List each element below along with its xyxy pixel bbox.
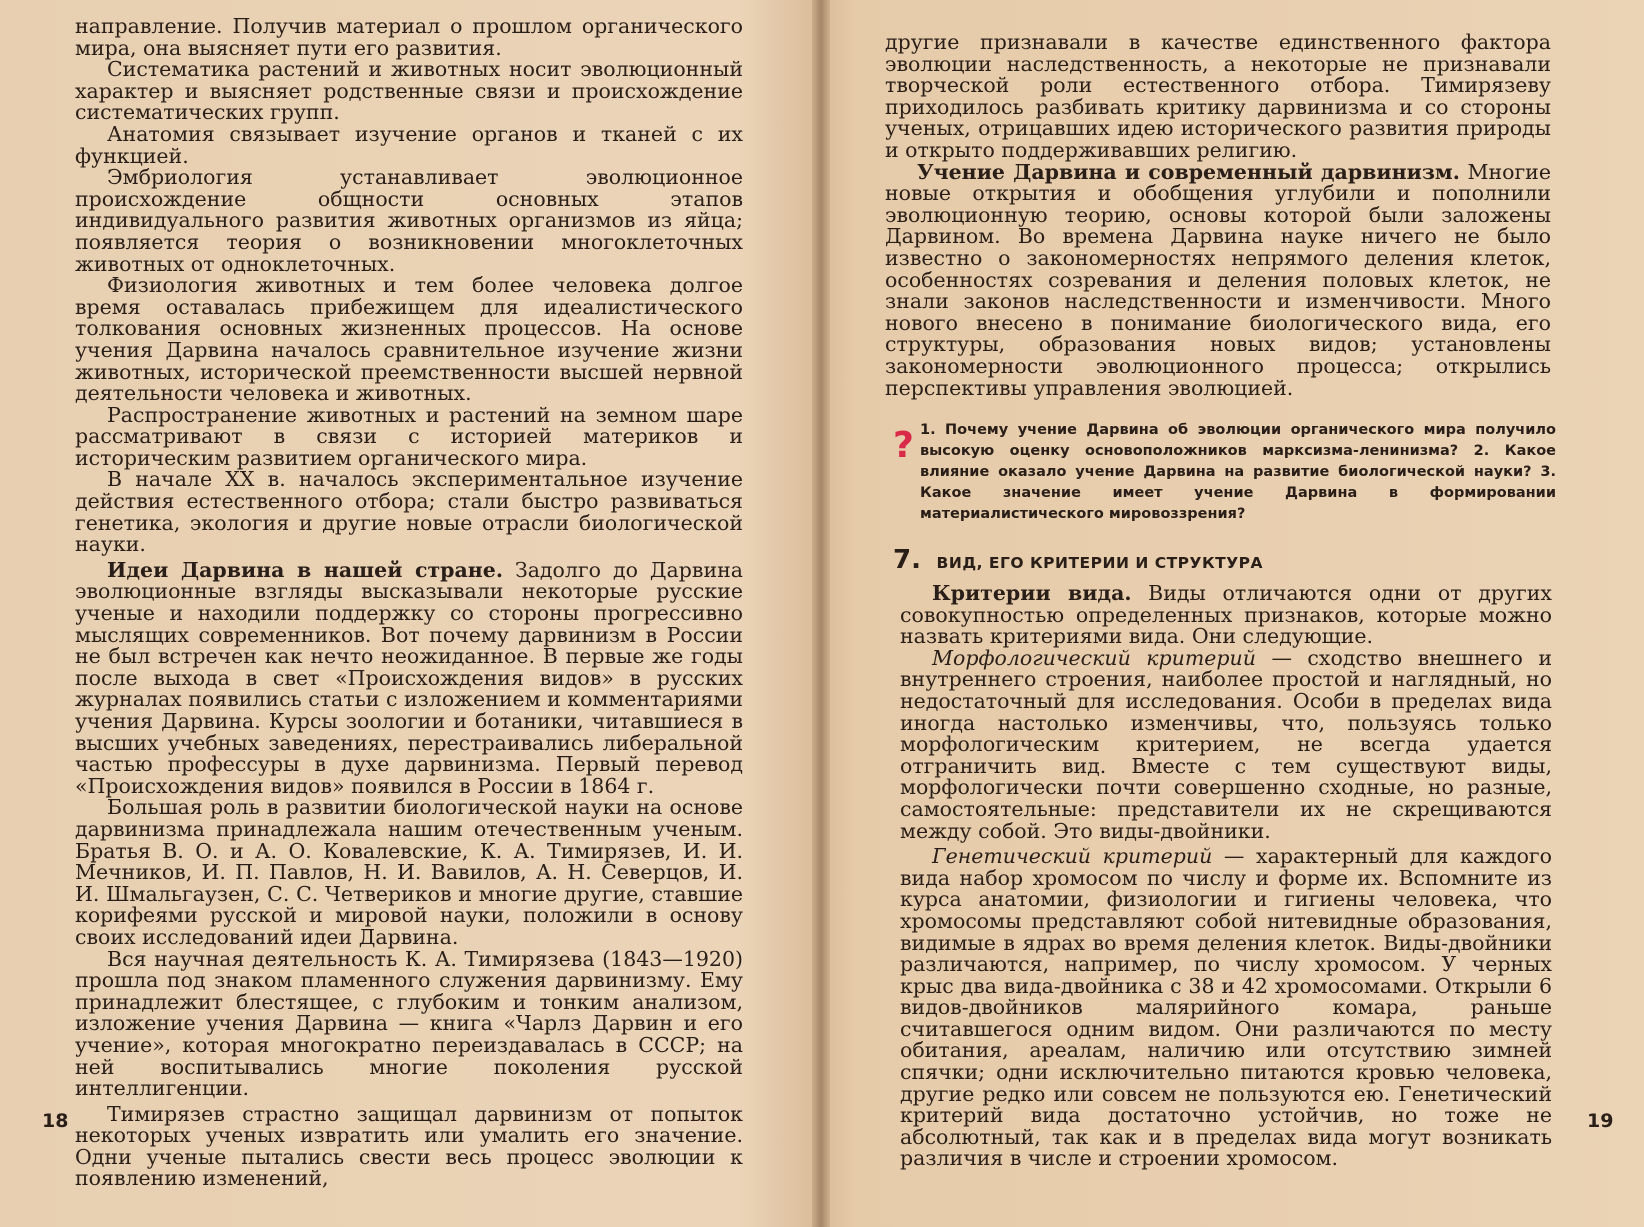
paragraph: Эмбриология устанавливает эволюционное происхождение общности основных этапов индивидуального развития животных организмов из яйца; появляется теория о возникновении многоклеточных животных от одноклеточных. xyxy=(75,165,743,276)
right-text-column-top xyxy=(885,32,1551,399)
paragraph: В начале XX в. началось экспериментальное изучение действия естественного отбора; стали быстро развиваться генетика, экология и другие новые отрасли биологической науки. xyxy=(75,467,743,557)
page-number-left: 18 xyxy=(42,1110,69,1132)
section-title: ВИД, ЕГО КРИТЕРИИ И СТРУКТУРА xyxy=(936,554,1263,572)
paragraph: Большая роль в развитии биологической науки на основе дарвинизма принадлежала нашим отечественным ученым. Братья В. О. и А. О. Ковалевские, К. А. Тимирязев, И. И. Мечников, И. П. Павлов, Н. И. Вавилов, А. Н. Северцов, И. И. Шмальгаузен, С. С. Четвериков и многие другие, ставшие корифеями русской и мировой науки, положили в основу своих исследований идеи Дарвина. xyxy=(75,795,743,949)
subheading: Учение Дарвина и современный дарвинизм. xyxy=(917,159,1460,184)
paragraph-text: Виды отличаются одни от других совокупностью определенных признаков, которые можно назвать критериями вида. Они следующие. xyxy=(900,581,1552,649)
paragraph: Вся научная деятельность К. А. Тимирязева (1843—1920) прошла под знаком пламенного служения дарвинизму. Ему принадлежит блестящее, с глубоким и тонким анализом, изложение учения Дарвина — книга «Чарлз Дарвин и его учение», которая многократно переиздавалась в СССР; на ней воспитывались многие поколения русской интеллигенции. xyxy=(75,946,743,1101)
paragraph-text: Задолго до Дарвина эволюционные взгляды высказывали некоторые русские ученые и находили поддержку со стороны прогрессивно мыслящих современников. Вот почему дарвинизм в России не был встречен как нечто неожиданное. В первые же годы после выхода в свет «Происхождения видов» в русских журналах появились статьи с изложением и комментариями учения Дарвина. Курсы зоологии и ботаники, читавшиеся в высших учебных заведениях, перестраивались либеральной частью профессуры в духе дарвинизма. Первый перевод «Происхождения видов» появился в России в 1864 г. xyxy=(75,557,743,798)
paragraph: Распространение животных и растений на земном шаре рассматривают в связи с историей материков и историческим развитием органического мира. xyxy=(75,402,743,470)
section-number: 7. xyxy=(893,545,921,575)
book-gutter xyxy=(812,0,830,1227)
right-text-column-bottom xyxy=(900,583,1552,1170)
paragraph: Физиология животных и тем более человека долгое время оставалась прибежищем для идеалистического толкования основных жизненных процессов. На основе учения Дарвина началось сравнительное изучение жизни животных, исторической преемственности высшей нервной деятельности человека и животных. xyxy=(75,273,743,406)
paragraph: Тимирязев страстно защищал дарвинизм от попыток некоторых ученых извратить или умалить его значение. Одни ученые пытались свести весь процесс эволюции к появлению изменений, xyxy=(75,1101,743,1191)
subheading: Критерии вида. xyxy=(932,581,1132,605)
page-number-right: 19 xyxy=(1587,1110,1614,1132)
paragraph: направление. Получив материал о прошлом органического мира, она выясняет пути его развития. xyxy=(75,14,743,60)
left-text-column xyxy=(75,16,743,1190)
paragraph xyxy=(900,583,1552,648)
term: Генетический критерий xyxy=(932,844,1213,869)
paragraph xyxy=(900,846,1552,1170)
paragraph: Систематика растений и животных носит эволюционный характер и выясняет родственные связи и происхождение систематических групп. xyxy=(75,57,743,125)
paragraph: другие признавали в качестве единственного фактора эволюции наследственность, а некоторые не признавали творческой роли естественного отбора. Тимирязеву приходилось разбивать критику дарвинизма и со стороны ученых, отрицавших идею исторического развития природы и открыто поддерживавших религию. xyxy=(885,30,1551,162)
subheading: Идеи Дарвина в нашей стране. xyxy=(107,557,503,582)
paragraph xyxy=(900,645,1553,843)
term: Морфологический критерий xyxy=(932,645,1256,670)
paragraph: Анатомия связывает изучение органов и тканей с их функцией. xyxy=(75,121,743,168)
review-questions: 1. Почему учение Дарвина об эволюции органического мира получило высокую оценку основоположников марксизма-ленинизма? 2. Какое влияние оказало учение Дарвина на развитие биологической науки? 3. Какое значение имеет учение Дарвина в формировании материалистического мировоззрения? xyxy=(920,422,1556,522)
paragraph-text: — сходство внешнего и внутреннего строения, наиболее простой и наглядный, но недостаточный для исследования. Особи в пределах вида иногда настолько изменчивы, что, пользуясь только морфологическим критерием, не всегда удается отграничить вид. Вместе с тем существуют виды, морфологически почти совершенно сходные, но разные, самостоятельные: представители их не скрещиваются между собой. Это виды-двойники. xyxy=(900,645,1553,843)
paragraph xyxy=(75,557,743,798)
paragraph xyxy=(885,159,1551,400)
question-mark-icon: ? xyxy=(893,425,914,466)
section-heading xyxy=(893,545,1263,575)
paragraph-text: — характерный для каждого вида набор хромосом по числу и форме их. Вспомните из курса анатомии, физиологии и гигиены человека, что хромосомы представляют собой нитевидные образования, видимые в ядрах во время деления клеток. Виды-двойники различаются, например, по числу хромосом. У черных крыс два вида-двойника с 38 и 42 хромосомами. Открыли 6 видов-двойников малярийного комара, раньше считавшегося одним видом. Они различаются по месту обитания, ареалам, наличию или отсутствию зимней спячки; одни исключительно питаются кровью человека, другие редко или совсем не пользуются ею. Генетический критерий вида достаточно устойчив, но тоже не абсолютный, так как и в пределах вида могут возникать различия в числе и строении хромосом. xyxy=(900,844,1552,1171)
paragraph-text: Многие новые открытия и обобщения углубили и пополнили эволюционную теорию, основы которой были заложены Дарвином. Во времена Дарвина науке ничего не было известно о закономерностях непрямого деления клеток, особенностях созревания и деления половых клеток, не знали законов наследственности и изменчивости. Много нового внесено в понимание биологического вида, его структуры, образования новых видов; установлены закономерности эволюционного процесса; открылись перспективы управления эволюцией. xyxy=(885,159,1551,400)
